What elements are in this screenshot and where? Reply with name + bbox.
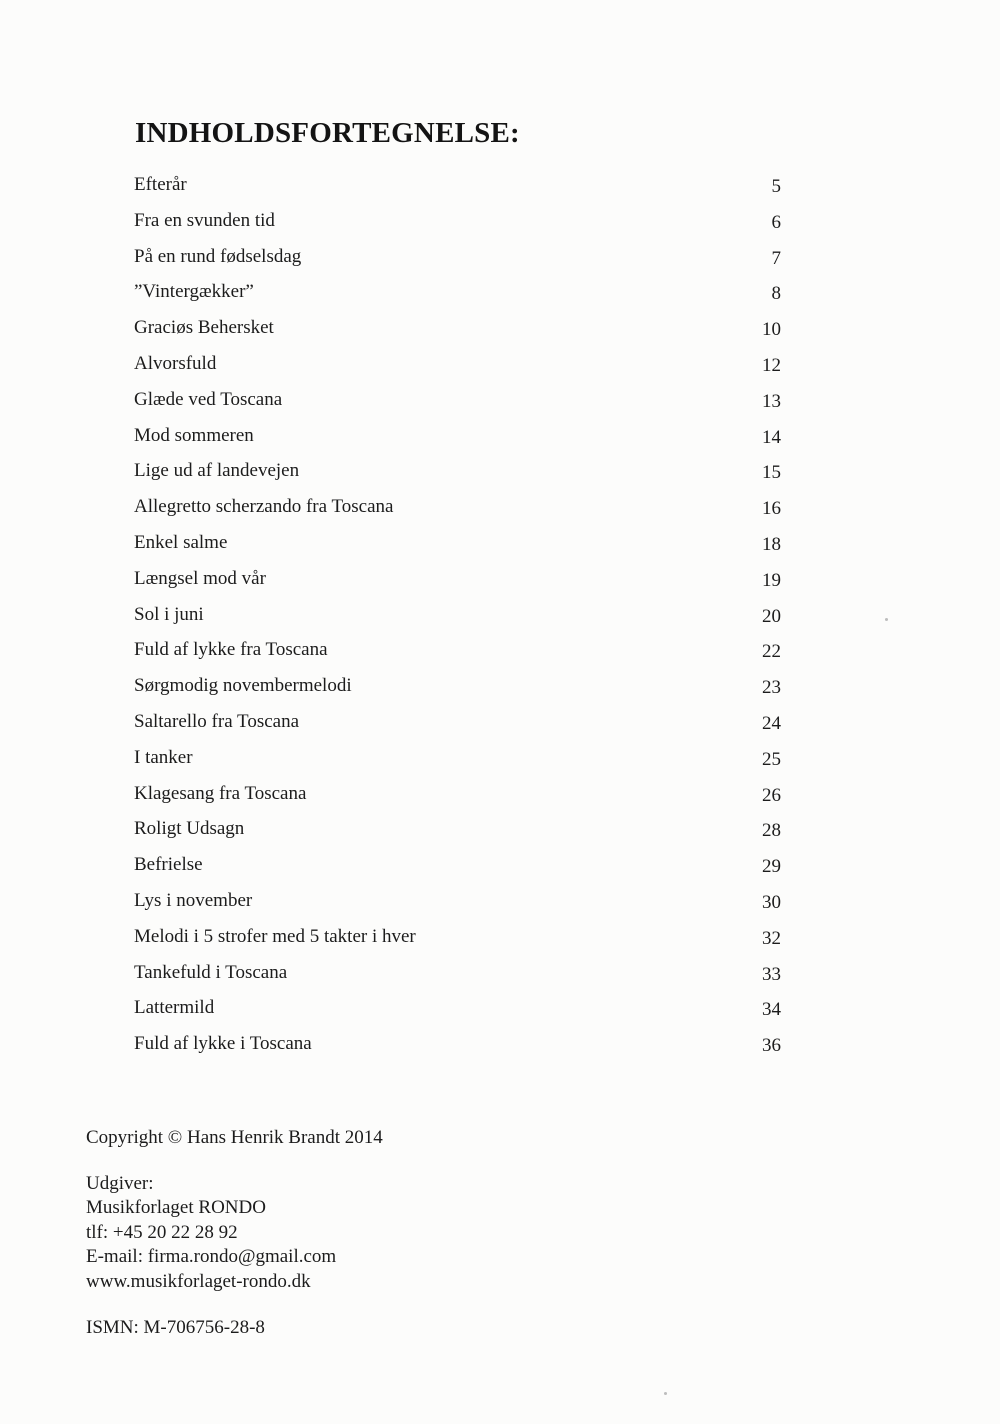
toc-entry (0, 956, 1000, 992)
toc-entry-title: Saltarello fra Toscana (134, 710, 300, 732)
publisher-website: www.musikforlaget-rondo.dk (86, 1270, 311, 1292)
toc-entry-title: Roligt Udsagn (134, 818, 245, 840)
toc-entry-page: 22 (762, 641, 781, 663)
toc-entry-page: 5 (771, 176, 781, 197)
toc-entry (0, 633, 1000, 669)
toc-entry-title: Fuld af lykke i Toscana (134, 1033, 312, 1055)
toc-entry-title: Glæde ved Toscana (134, 388, 283, 410)
toc-entry-title: Sørgmodig novembermelodi (134, 675, 352, 697)
toc-entry (0, 741, 1000, 777)
toc-entry-page: 25 (762, 748, 781, 770)
toc-entry-title: Tankefuld i Toscana (134, 961, 288, 983)
toc-entry (0, 920, 1000, 956)
publisher-name: Musikforlaget RONDO (86, 1197, 266, 1218)
toc-entry (0, 812, 1000, 848)
toc-entry-page: 36 (762, 1035, 781, 1057)
toc-entry-title: Melodi i 5 strofer med 5 takter i hver (134, 925, 416, 947)
toc-entry-title: Lattermild (134, 997, 215, 1019)
toc-entry-page: 18 (762, 533, 781, 555)
toc-entry (0, 526, 1000, 562)
toc-entry (0, 598, 1000, 634)
publisher-label: Udgiver: (86, 1172, 154, 1194)
toc-entry-page: 6 (771, 211, 781, 233)
toc-entry-page: 28 (762, 820, 781, 842)
toc-entry (0, 1027, 1000, 1063)
scan-speck (664, 1392, 667, 1395)
toc-entry-title: Klagesang fra Toscana (134, 782, 307, 804)
toc-entry-title: Fuld af lykke fra Toscana (134, 639, 328, 661)
toc-entry (0, 204, 1000, 240)
toc-entry-page: 8 (771, 283, 781, 305)
colophon (86, 1126, 383, 1341)
toc-entry-page: 30 (762, 891, 781, 913)
toc-entry-page: 26 (762, 784, 781, 806)
toc-entry (0, 562, 1000, 598)
toc-entry-page: 24 (762, 712, 781, 734)
toc-entry (0, 240, 1000, 276)
toc-entry-title: Fra en svunden tid (134, 209, 275, 231)
publisher-phone: tlf: +45 20 22 28 92 (86, 1221, 238, 1243)
toc-entry-page: 20 (762, 605, 781, 627)
toc-entry (0, 490, 1000, 526)
toc-entry-page: 10 (762, 319, 781, 341)
toc-entry (0, 454, 1000, 490)
toc-entry-title: I tanker (134, 746, 193, 768)
toc-entry (0, 383, 1000, 419)
toc-entry-page: 19 (762, 569, 781, 591)
toc-entry-page: 14 (762, 426, 781, 448)
toc-entry (0, 705, 1000, 741)
ismn-number: ISMN: M-706756-28-8 (86, 1317, 265, 1338)
toc-entry (0, 884, 1000, 920)
toc-entry-title: Lige ud af landevejen (134, 460, 300, 482)
toc-entry-page: 13 (762, 390, 781, 412)
toc-entry (0, 848, 1000, 884)
toc-entry (0, 311, 1000, 347)
publisher-email: E-mail: firma.rondo@gmail.com (86, 1246, 337, 1267)
toc-entry-title: På en rund fødselsdag (134, 245, 302, 267)
toc-entry-title: Enkel salme (134, 531, 228, 553)
toc-entry-title: Lys i november (134, 889, 253, 911)
toc-entry-title: Befrielse (134, 854, 203, 876)
toc-entry-page: 32 (762, 927, 781, 949)
toc-entry (0, 419, 1000, 455)
toc-entry-title: Sol i juni (134, 603, 204, 625)
toc-entry-page: 34 (762, 999, 781, 1021)
toc-entry (0, 275, 1000, 311)
toc-entry-page: 15 (762, 462, 781, 484)
scan-speck (885, 618, 888, 621)
page-title: INDHOLDSFORTEGNELSE: (135, 117, 520, 149)
toc-entry (0, 168, 1000, 204)
toc-entry-title: Allegretto scherzando fra Toscana (134, 496, 394, 518)
toc-entry-page: 23 (762, 677, 781, 699)
toc-entry-title: Graciøs Behersket (134, 317, 274, 339)
toc-entry-title: Længsel mod vår (134, 567, 266, 589)
toc-entry (0, 991, 1000, 1027)
toc-entry (0, 777, 1000, 813)
toc-entry (0, 347, 1000, 383)
toc-entry-page: 29 (762, 856, 781, 878)
table-of-contents (0, 168, 1000, 1063)
toc-entry (0, 669, 1000, 705)
copyright-notice: Copyright © Hans Henrik Brandt 2014 (86, 1127, 383, 1148)
toc-entry-title: ”Vintergækker” (134, 281, 254, 303)
toc-entry-title: Efterår (134, 174, 187, 195)
toc-entry-page: 33 (762, 963, 781, 985)
toc-entry-page: 16 (762, 498, 781, 520)
toc-entry-title: Alvorsfuld (134, 352, 217, 374)
toc-entry-page: 7 (771, 247, 781, 269)
toc-entry-page: 12 (762, 354, 781, 376)
toc-entry-title: Mod sommeren (134, 424, 254, 446)
